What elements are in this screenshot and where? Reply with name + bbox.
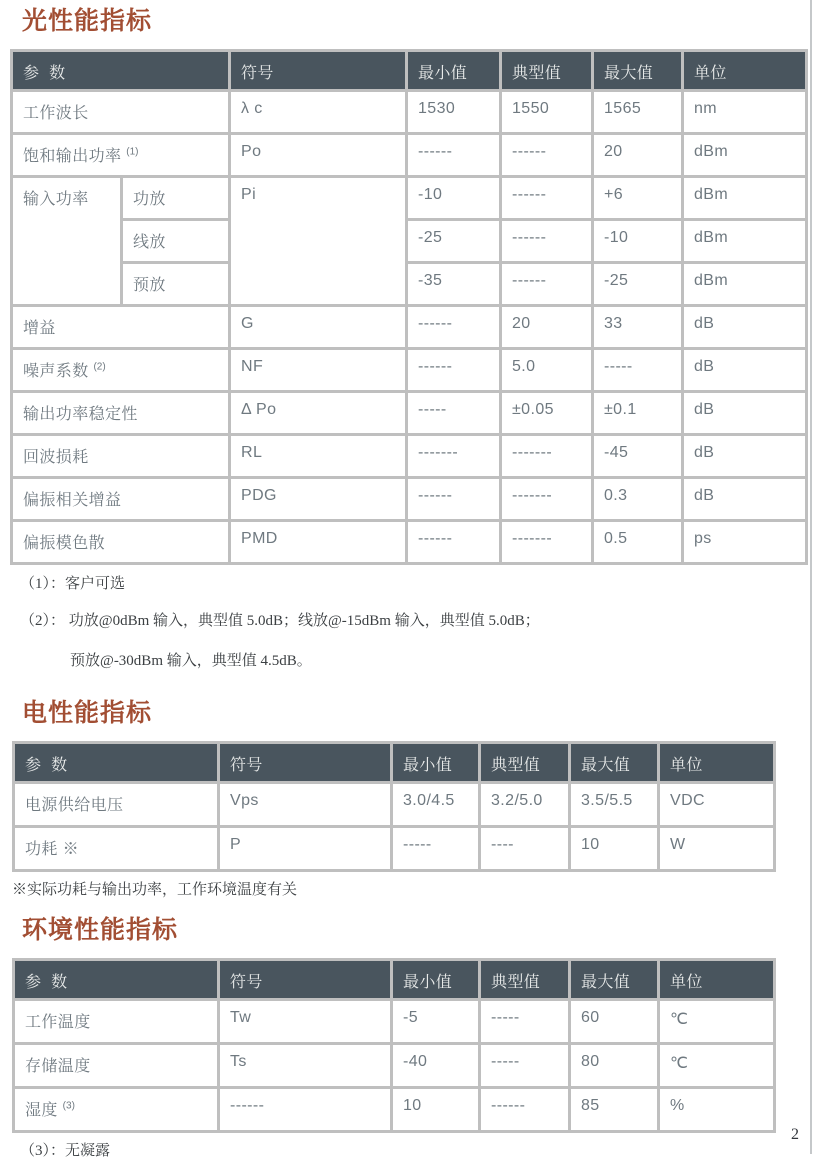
environmental-header-row <box>14 960 775 1000</box>
typ-cell: ----- <box>480 1044 570 1088</box>
unit-cell: W <box>659 827 775 871</box>
symbol-cell: Pi <box>230 177 407 306</box>
footnote-marker: (3) <box>62 1100 75 1112</box>
table-row <box>12 91 807 134</box>
header-param: 参 数 <box>14 743 219 783</box>
max-cell: -10 <box>593 220 683 263</box>
section-title-optical: 光性能指标 <box>22 7 153 35</box>
header-symbol: 符号 <box>219 743 392 783</box>
header-typ: 典型值 <box>480 743 570 783</box>
typ-cell: ------ <box>480 1088 570 1132</box>
header-max: 最大值 <box>570 960 659 1000</box>
param-cell: 存储温度 <box>14 1044 219 1088</box>
param-cell: 回波损耗 <box>12 435 230 478</box>
header-param: 参 数 <box>12 51 230 91</box>
param-cell: 偏振相关增益 <box>12 478 230 521</box>
min-cell: 10 <box>392 1088 480 1132</box>
header-symbol: 符号 <box>230 51 407 91</box>
max-cell: 20 <box>593 134 683 177</box>
table-row <box>12 263 807 306</box>
unit-cell: VDC <box>659 783 775 827</box>
electrical-spec-table <box>12 741 776 872</box>
header-min: 最小值 <box>392 743 480 783</box>
unit-cell: dB <box>683 306 807 349</box>
unit-cell: dB <box>683 478 807 521</box>
subparam-cell: 功放 <box>122 177 230 220</box>
max-cell: 0.3 <box>593 478 683 521</box>
table-row <box>14 783 775 827</box>
typ-cell: ------ <box>501 263 593 306</box>
header-typ: 典型值 <box>480 960 570 1000</box>
param-cell <box>12 349 230 392</box>
typ-cell: ------- <box>501 521 593 564</box>
unit-cell: % <box>659 1088 775 1132</box>
symbol-cell: Vps <box>219 783 392 827</box>
param-cell <box>12 134 230 177</box>
max-cell: 33 <box>593 306 683 349</box>
symbol-cell: P <box>219 827 392 871</box>
min-cell: ------ <box>407 306 501 349</box>
symbol-cell: Δ Po <box>230 392 407 435</box>
max-cell: 10 <box>570 827 659 871</box>
typ-cell: ----- <box>480 1000 570 1044</box>
table-row <box>12 521 807 564</box>
unit-cell: dB <box>683 435 807 478</box>
unit-cell: dB <box>683 349 807 392</box>
footnote-marker: (2) <box>93 361 106 373</box>
symbol-cell: λ c <box>230 91 407 134</box>
section-title-electrical: 电性能指标 <box>22 699 153 727</box>
min-cell: ------ <box>407 349 501 392</box>
header-unit: 单位 <box>683 51 807 91</box>
unit-cell: dB <box>683 392 807 435</box>
environmental-spec-table <box>12 958 776 1133</box>
optical-footnote-1: （1）：客户可选 <box>20 576 126 592</box>
optical-footnote-2: （2）： 功放@0dBm 输入，典型值 5.0dB；线放@-15dBm 输入，典型值 5.0dB； <box>20 613 540 629</box>
param-cell: 输出功率稳定性 <box>12 392 230 435</box>
typ-cell: ------- <box>501 435 593 478</box>
table-row <box>12 220 807 263</box>
symbol-cell: RL <box>230 435 407 478</box>
header-unit: 单位 <box>659 743 775 783</box>
unit-cell: dBm <box>683 263 807 306</box>
min-cell: 3.0/4.5 <box>392 783 480 827</box>
param-cell: 电源供给电压 <box>14 783 219 827</box>
symbol-cell: Po <box>230 134 407 177</box>
page-edge-line <box>810 0 812 1154</box>
environmental-footnote: （3）：无凝露 <box>20 1143 111 1159</box>
optical-header-row <box>12 51 807 91</box>
unit-cell: ℃ <box>659 1000 775 1044</box>
header-param: 参 数 <box>14 960 219 1000</box>
table-row <box>12 478 807 521</box>
param-label: 噪声系数 <box>23 363 89 380</box>
min-cell: -10 <box>407 177 501 220</box>
page-number: 2 <box>791 1126 799 1143</box>
max-cell: +6 <box>593 177 683 220</box>
group-cell: 输入功率 <box>12 177 122 306</box>
typ-cell: 3.2/5.0 <box>480 783 570 827</box>
footnote-marker: (1) <box>126 146 139 158</box>
unit-cell: nm <box>683 91 807 134</box>
max-cell: 80 <box>570 1044 659 1088</box>
table-row <box>12 349 807 392</box>
header-min: 最小值 <box>392 960 480 1000</box>
table-row <box>12 134 807 177</box>
min-cell: ------ <box>407 134 501 177</box>
min-cell: -35 <box>407 263 501 306</box>
header-typ: 典型值 <box>501 51 593 91</box>
typ-cell: ±0.05 <box>501 392 593 435</box>
typ-cell: ------- <box>501 478 593 521</box>
max-cell: 3.5/5.5 <box>570 783 659 827</box>
param-label: 湿度 <box>25 1102 58 1119</box>
max-cell: -45 <box>593 435 683 478</box>
header-symbol: 符号 <box>219 960 392 1000</box>
table-row <box>12 435 807 478</box>
table-row <box>14 827 775 871</box>
min-cell: ------ <box>407 521 501 564</box>
typ-cell: ------ <box>501 177 593 220</box>
max-cell: ±0.1 <box>593 392 683 435</box>
table-row <box>14 1000 775 1044</box>
header-min: 最小值 <box>407 51 501 91</box>
min-cell: ----- <box>407 392 501 435</box>
max-cell: 0.5 <box>593 521 683 564</box>
section-title-environmental: 环境性能指标 <box>22 916 179 944</box>
max-cell: 60 <box>570 1000 659 1044</box>
symbol-cell: PMD <box>230 521 407 564</box>
symbol-cell: Tw <box>219 1000 392 1044</box>
subparam-cell: 预放 <box>122 263 230 306</box>
symbol-cell: G <box>230 306 407 349</box>
min-cell: -5 <box>392 1000 480 1044</box>
param-cell: 工作温度 <box>14 1000 219 1044</box>
param-cell: 偏振模色散 <box>12 521 230 564</box>
symbol-cell: Ts <box>219 1044 392 1088</box>
min-cell: 1530 <box>407 91 501 134</box>
table-row <box>14 1044 775 1088</box>
param-cell: 增益 <box>12 306 230 349</box>
unit-cell: ps <box>683 521 807 564</box>
symbol-cell: ------ <box>219 1088 392 1132</box>
header-unit: 单位 <box>659 960 775 1000</box>
table-row <box>12 392 807 435</box>
min-cell: ----- <box>392 827 480 871</box>
max-cell: ----- <box>593 349 683 392</box>
unit-cell: ℃ <box>659 1044 775 1088</box>
max-cell: -25 <box>593 263 683 306</box>
header-max: 最大值 <box>570 743 659 783</box>
typ-cell: 20 <box>501 306 593 349</box>
typ-cell: ---- <box>480 827 570 871</box>
symbol-cell: NF <box>230 349 407 392</box>
unit-cell: dBm <box>683 220 807 263</box>
param-cell <box>14 1088 219 1132</box>
max-cell: 1565 <box>593 91 683 134</box>
typ-cell: 1550 <box>501 91 593 134</box>
electrical-footnote: ※实际功耗与输出功率，工作环境温度有关 <box>12 882 298 898</box>
param-label: 饱和输出功率 <box>23 148 122 165</box>
min-cell: -40 <box>392 1044 480 1088</box>
table-row <box>12 177 807 220</box>
param-cell: 功耗 ※ <box>14 827 219 871</box>
min-cell: ------ <box>407 478 501 521</box>
typ-cell: ------ <box>501 134 593 177</box>
max-cell: 85 <box>570 1088 659 1132</box>
electrical-header-row <box>14 743 775 783</box>
subparam-cell: 线放 <box>122 220 230 263</box>
symbol-cell: PDG <box>230 478 407 521</box>
optical-footnote-2-continued: 预放@-30dBm 输入，典型值 4.5dB。 <box>70 653 312 669</box>
param-cell: 工作波长 <box>12 91 230 134</box>
typ-cell: ------ <box>501 220 593 263</box>
table-row <box>14 1088 775 1132</box>
typ-cell: 5.0 <box>501 349 593 392</box>
unit-cell: dBm <box>683 177 807 220</box>
min-cell: -25 <box>407 220 501 263</box>
table-row <box>12 306 807 349</box>
unit-cell: dBm <box>683 134 807 177</box>
header-max: 最大值 <box>593 51 683 91</box>
min-cell: ------- <box>407 435 501 478</box>
optical-spec-table <box>10 49 808 565</box>
